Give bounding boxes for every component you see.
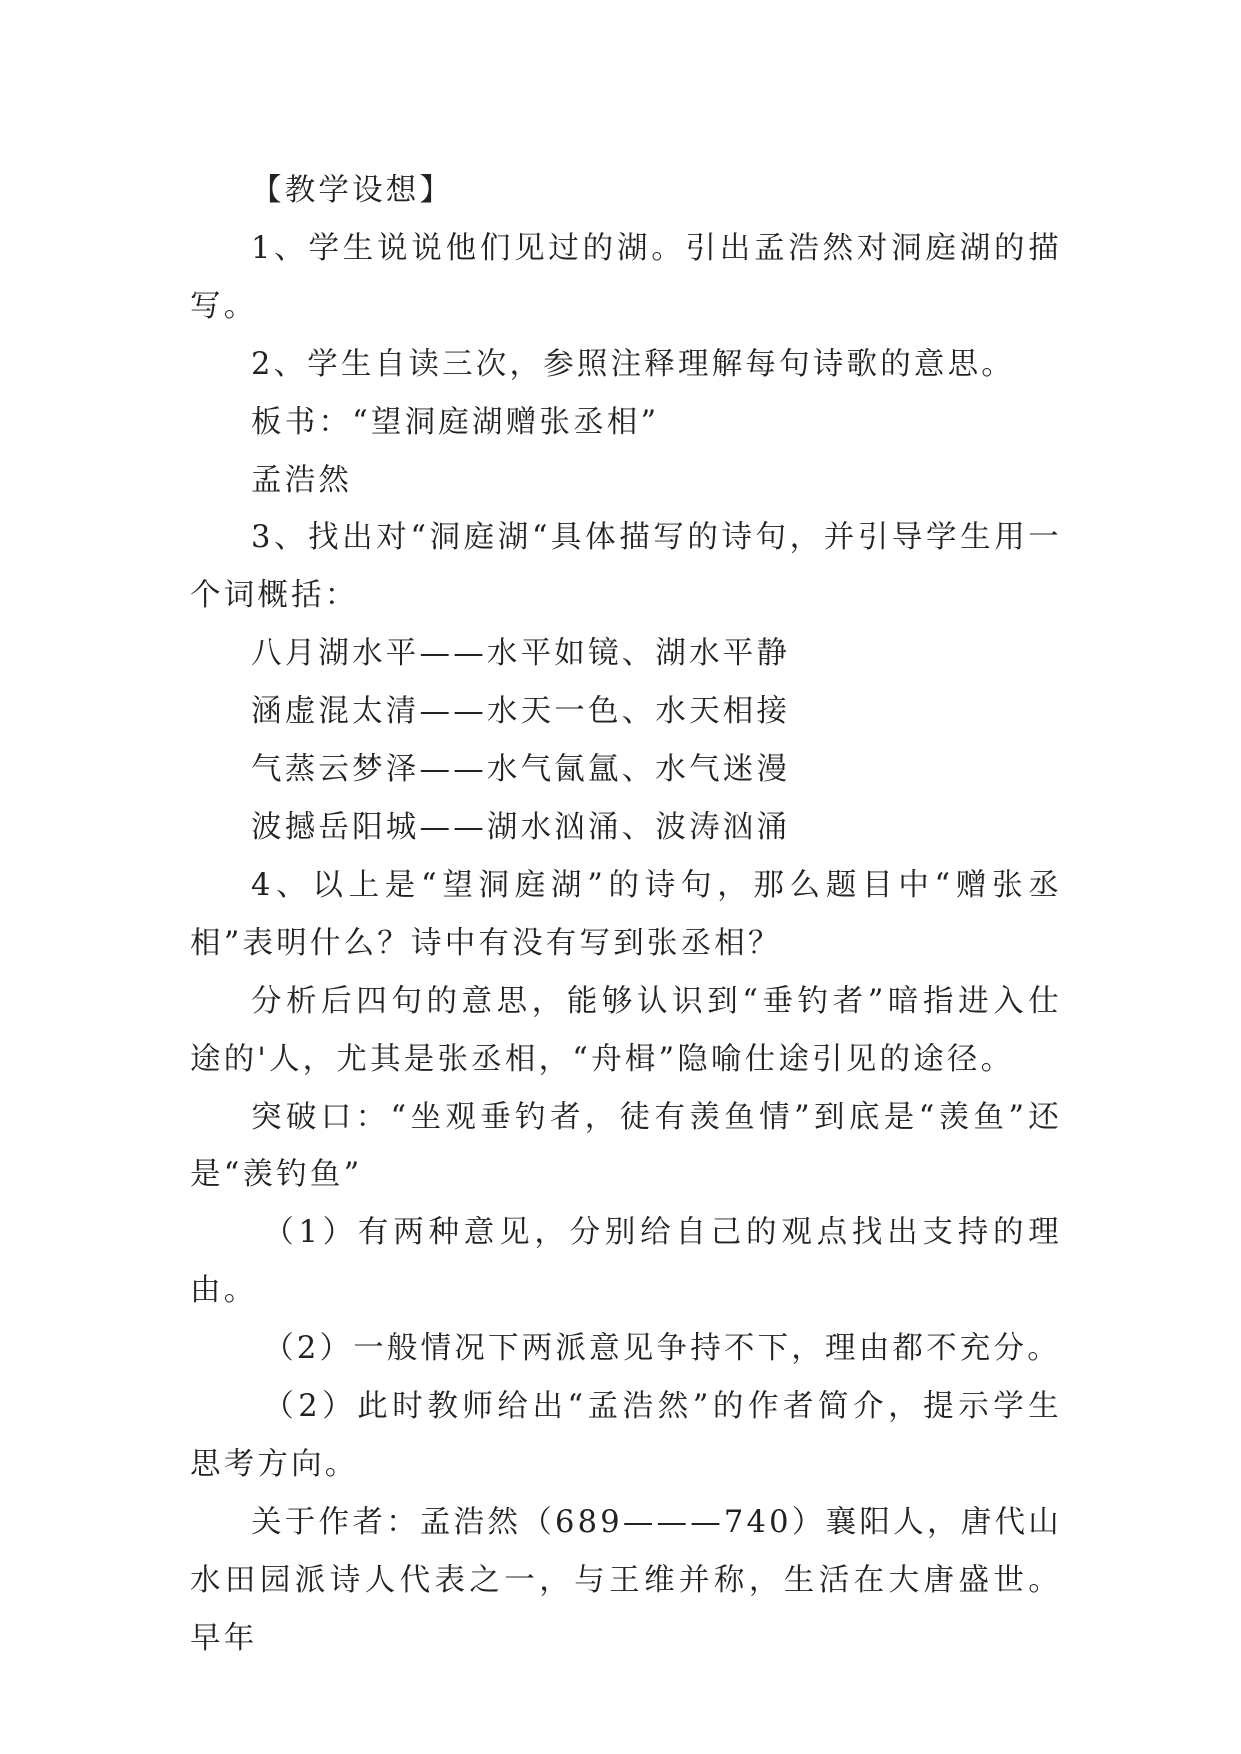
list-item: （1）有两种意见，分别给自己的观点找出支持的理由。 <box>190 1215 1062 1309</box>
author-intro: 关于作者：孟浩然（689———740）襄阳人，唐代山水田园派诗人代表之一，与王维并称，生活在大唐盛世。早年 <box>190 1504 1062 1656</box>
poem-line-summary: 气蒸云梦泽——水气氤氲、水气迷漫 <box>251 752 791 788</box>
paragraph: 4、以上是“望洞庭湖”的诗句，那么题目中“赠张丞相”表明什么？诗中有没有写到张丞相？ <box>190 867 1062 961</box>
blackboard-author: 孟浩然 <box>251 462 353 498</box>
poem-line-summary: 八月湖水平——水平如镜、湖水平静 <box>251 636 791 672</box>
section-heading: 【教学设想】 <box>251 173 454 208</box>
paragraph: 1、学生说说他们见过的湖。引出孟浩然对洞庭湖的描写。 <box>190 230 1062 324</box>
poem-line-summary: 波撼岳阳城——湖水汹涌、波涛汹涌 <box>251 809 791 845</box>
list-item: （2）一般情况下两派意见争持不下，理由都不充分。 <box>263 1331 1061 1367</box>
paragraph: 2、学生自读三次，参照注释理解每句诗歌的意思。 <box>251 346 1016 382</box>
paragraph: 3、找出对“洞庭湖“具体描写的诗句，并引导学生用一个词概括： <box>190 520 1062 614</box>
paragraph: 分析后四句的意思，能够认识到“垂钓者”暗指进入仕途的'人，尤其是张丞相，“舟楫”隐喻仕途引见的途径。 <box>190 983 1062 1077</box>
poem-line-summary: 涵虚混太清——水天一色、水天相接 <box>251 694 791 730</box>
document-body <box>190 162 1062 1668</box>
blackboard-title: 板书：“望洞庭湖赠张丞相” <box>251 404 660 440</box>
list-item: （2）此时教师给出“孟浩然”的作者简介，提示学生思考方向。 <box>190 1389 1062 1482</box>
paragraph: 突破口：“坐观垂钓者，徒有羡鱼情”到底是“羡鱼”还是“羡钓鱼” <box>190 1099 1062 1193</box>
